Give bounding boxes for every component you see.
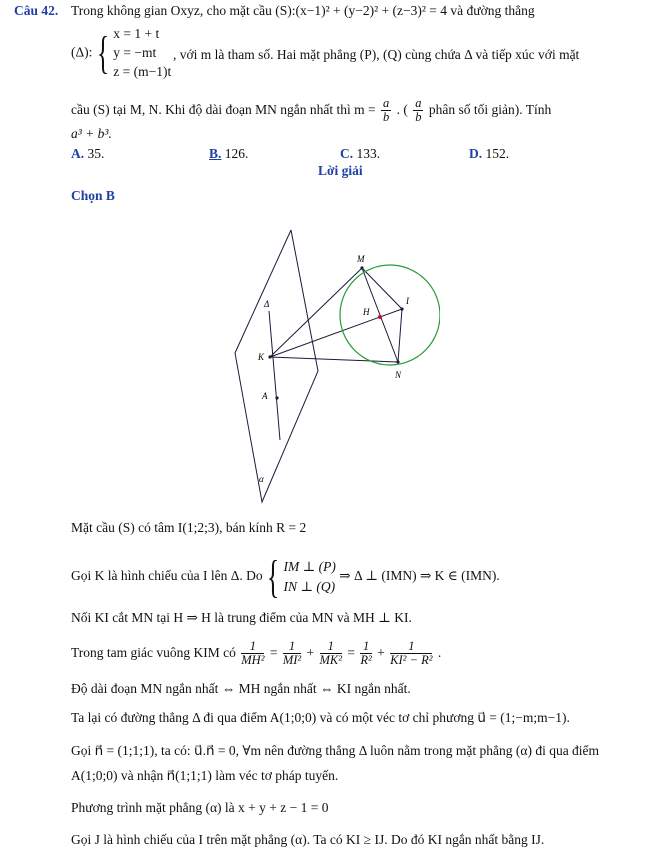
line3-post: phân số tối giản). Tính xyxy=(428,102,552,117)
label-I: I xyxy=(406,296,409,306)
frac-4: $\frac{1}{\text{R²}}$ xyxy=(360,639,372,668)
s2-eq1: IM ⊥ (P) xyxy=(283,558,336,574)
plane-alpha xyxy=(235,230,318,502)
s2-pre: Gọi K là hình chiếu của I lên Δ. Do xyxy=(71,568,263,583)
equation-z: z = (m−1)t xyxy=(113,64,172,79)
segment-KI xyxy=(270,309,402,357)
line-delta xyxy=(269,311,280,440)
label-M: M xyxy=(357,254,365,264)
line3-text: cầu (S) tại M, N. Khi độ dài đoạn MN ngắn nhất thì m = xyxy=(71,102,376,117)
label-N: N xyxy=(395,370,402,380)
solution-line-10: Gọi J là hình chiếu của I trên mặt phẳng (α). Ta có KI ≥ IJ. Do đó KI ngắn nhất bằng IJ. xyxy=(71,832,545,847)
s2-eq2: IN ⊥ (Q) xyxy=(283,578,336,594)
s2-system xyxy=(283,557,335,597)
delta-label: (Δ): xyxy=(71,44,93,60)
question-line-4: a³ + b³. xyxy=(71,126,112,141)
question-line-2: , với m là tham số. Hai mặt phẳng (P), (Q) cùng chứa Δ và tiếp xúc với mặt xyxy=(173,47,580,62)
frac-5: $\frac{1}{\text{KI² − R²}}$ xyxy=(390,639,433,668)
frac-1: $\frac{1}{\text{MH²}}$ xyxy=(241,639,265,668)
solution-line-2 xyxy=(71,550,500,602)
solution-title: Lời giải xyxy=(318,163,363,178)
line-system xyxy=(71,24,171,86)
segment-KM xyxy=(270,268,362,357)
solution-line-5: Độ dài đoạn MN ngắn nhất ⇔ MH ngắn nhất ⇔ KI ngắn nhất. xyxy=(71,681,411,696)
option-c: C. 133. xyxy=(340,146,381,161)
solution-line-8: A(1;0;0) và nhận n⃗(1;1;1) làm véc tơ pháp tuyến. xyxy=(71,768,339,783)
frac-3: $\frac{1}{\text{MK²}}$ xyxy=(319,639,343,668)
label-A: A xyxy=(262,391,268,401)
option-d: D. 152. xyxy=(469,146,510,161)
s2-brace: { xyxy=(266,550,280,602)
answer-choice: Chọn B xyxy=(71,188,115,203)
label-H: H xyxy=(363,307,370,317)
question-line-1: Trong không gian Oxyz, cho mặt cầu (S):(x−1)² + (y−2)² + (z−3)² = 4 và đường thẳng xyxy=(71,3,535,18)
fraction-a-over-b-2: $\frac{a}{b}$ xyxy=(415,96,422,125)
segment-IN xyxy=(398,309,402,362)
option-a: A. 35. xyxy=(71,146,105,161)
question-number: Câu 42. xyxy=(14,3,59,18)
solution-line-6: Ta lại có đường thẳng Δ đi qua điểm A(1;0;0) và có một véc tơ chỉ phương u⃗ = (1;−m;m−1). xyxy=(71,710,570,725)
solution-line-1: Mặt cầu (S) có tâm I(1;2;3), bán kính R = 2 xyxy=(71,520,307,535)
geometry-figure xyxy=(220,222,440,512)
question-line-3 xyxy=(71,92,551,128)
s4-pre: Trong tam giác vuông KIM có xyxy=(71,645,236,660)
equation-x: x = 1 + t xyxy=(113,26,160,41)
point-H xyxy=(378,315,382,319)
solution-line-4: Trong tam giác vuông KIM có $\frac{1}{\text{MH²}}$ = $\frac{1}{\text{MI²}}$ + $\frac{1}{\text{MK²}}$ = $\frac{1}{\text{R²}}$ + $\frac{1}{\text{KI² − R²}}$ . xyxy=(71,639,442,668)
label-K: K xyxy=(258,352,265,362)
line3-mid: . ( xyxy=(396,102,408,117)
label-alpha: α xyxy=(259,474,264,484)
segment-KN xyxy=(270,357,398,362)
label-delta: Δ xyxy=(264,299,270,309)
segment-MI xyxy=(362,268,402,309)
line-equations xyxy=(113,24,171,81)
equation-y: y = −mt xyxy=(113,45,157,60)
option-b: B. 126. xyxy=(209,146,249,161)
sphere-circle xyxy=(340,265,440,365)
solution-line-3: Nối KI cắt MN tại H ⇒ H là trung điểm của MN và MH ⊥ KI. xyxy=(71,610,412,625)
fraction-a-over-b: $\frac{a}{b}$ xyxy=(382,96,390,125)
s2-post: ⇒ Δ ⊥ (IMN) ⇒ K ∈ (IMN). xyxy=(339,568,500,583)
solution-line-9: Phương trình mặt phẳng (α) là x + y + z − 1 = 0 xyxy=(71,800,329,815)
solution-line-7: Gọi n⃗ = (1;1;1), ta có: u⃗.n⃗ = 0, ∀m nên đường thẳng Δ luôn nằm trong mặt phẳng (α) đi qua điểm xyxy=(71,743,600,758)
frac-2: $\frac{1}{\text{MI²}}$ xyxy=(282,639,302,668)
left-brace: { xyxy=(96,26,109,78)
